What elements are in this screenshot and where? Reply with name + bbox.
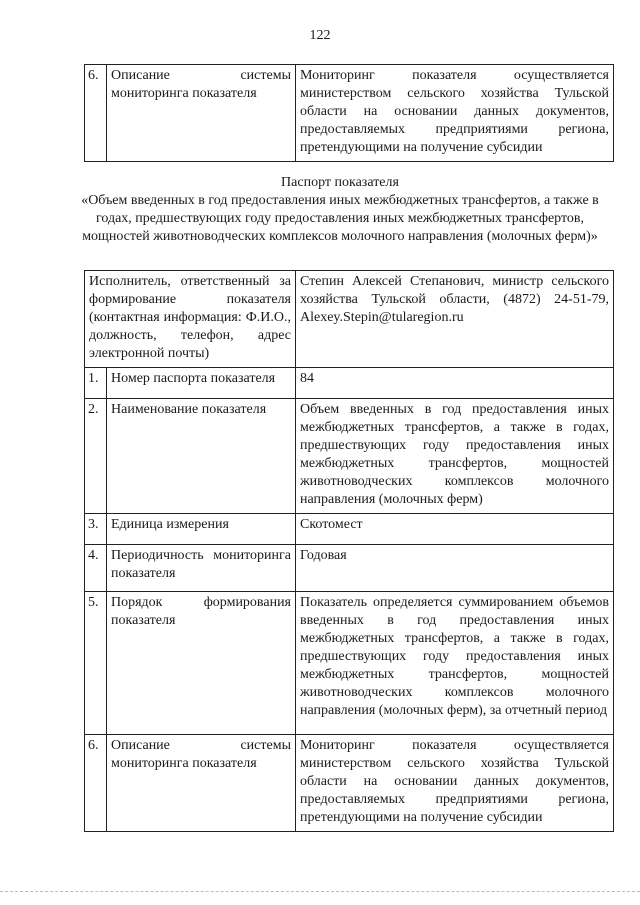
row-label: Номер паспорта показателя bbox=[107, 368, 296, 399]
row-label: Периодичность мониторинга показателя bbox=[107, 545, 296, 592]
row-value: Скотомест bbox=[296, 514, 614, 545]
scan-edge-line bbox=[0, 891, 640, 893]
row-value: Годовая bbox=[296, 545, 614, 592]
table-row bbox=[85, 514, 614, 545]
row-value: Мониторинг показателя осуществляется министерством сельского хозяйства Тульской области на основании данных документов, предоставляемых предприятиями региона, претендующими на получение субсидии bbox=[296, 735, 614, 832]
table-row bbox=[85, 592, 614, 735]
row-number: 1. bbox=[85, 368, 107, 399]
row-label: Описание системы мониторинга показателя bbox=[107, 735, 296, 832]
row-number: 3. bbox=[85, 514, 107, 545]
row-number: 2. bbox=[85, 399, 107, 514]
row-value: Показатель определяется суммированием объемов введенных в год предоставления иных межбюджетных трансфертов, а также в годах, предшествующих году предоставления иных межбюджетных трансфертов, мощностей животноводческих комплексов молочного направления (молочных ферм), за отчетный период bbox=[296, 592, 614, 735]
continued-passport-table bbox=[84, 64, 614, 162]
executor-label: Исполнитель, ответственный за формирование показателя (контактная информация: Ф.И.О., должность, телефон, адрес электронной почты) bbox=[85, 271, 296, 368]
row-label: Порядок формирования показателя bbox=[107, 592, 296, 735]
row-value: Объем введенных в год предоставления иных межбюджетных трансфертов, а также в годах, предшествующих году предоставления иных межбюджетных трансфертов, мощностей животноводческих комплексов молочного направления (молочных ферм) bbox=[296, 399, 614, 514]
table-row bbox=[85, 368, 614, 399]
page-number: 122 bbox=[309, 28, 331, 43]
table-row bbox=[85, 545, 614, 592]
row-number: 5. bbox=[85, 592, 107, 735]
executor-row bbox=[85, 271, 614, 368]
table-row bbox=[85, 65, 614, 162]
row-number: 6. bbox=[85, 735, 107, 832]
row-number: 4. bbox=[85, 545, 107, 592]
table-row bbox=[85, 735, 614, 832]
row-label: Единица измерения bbox=[107, 514, 296, 545]
row-number: 6. bbox=[85, 65, 107, 162]
table-row bbox=[85, 399, 614, 514]
passport-table bbox=[84, 270, 614, 832]
passport-subtitle: «Объем введенных в год предоставления иных межбюджетных трансфертов, а также в годах, предшествующих году предоставления иных межбюджетных трансфертов, мощностей животноводческих комплексов молочного направления (молочных ферм)» bbox=[81, 193, 599, 244]
row-label: Описание системы мониторинга показателя bbox=[107, 65, 296, 162]
row-label: Наименование показателя bbox=[107, 399, 296, 514]
passport-title: Паспорт показателя bbox=[281, 175, 399, 190]
row-value: Мониторинг показателя осуществляется министерством сельского хозяйства Тульской области на основании данных документов, предоставляемых предприятиями региона, претендующими на получение субсидии bbox=[296, 65, 614, 162]
row-value: 84 bbox=[296, 368, 614, 399]
passport-heading bbox=[70, 174, 610, 246]
executor-value: Степин Алексей Степанович, министр сельского хозяйства Тульской области, (4872) 24-51-79, Alexey.Stepin@tularegion.ru bbox=[296, 271, 614, 368]
